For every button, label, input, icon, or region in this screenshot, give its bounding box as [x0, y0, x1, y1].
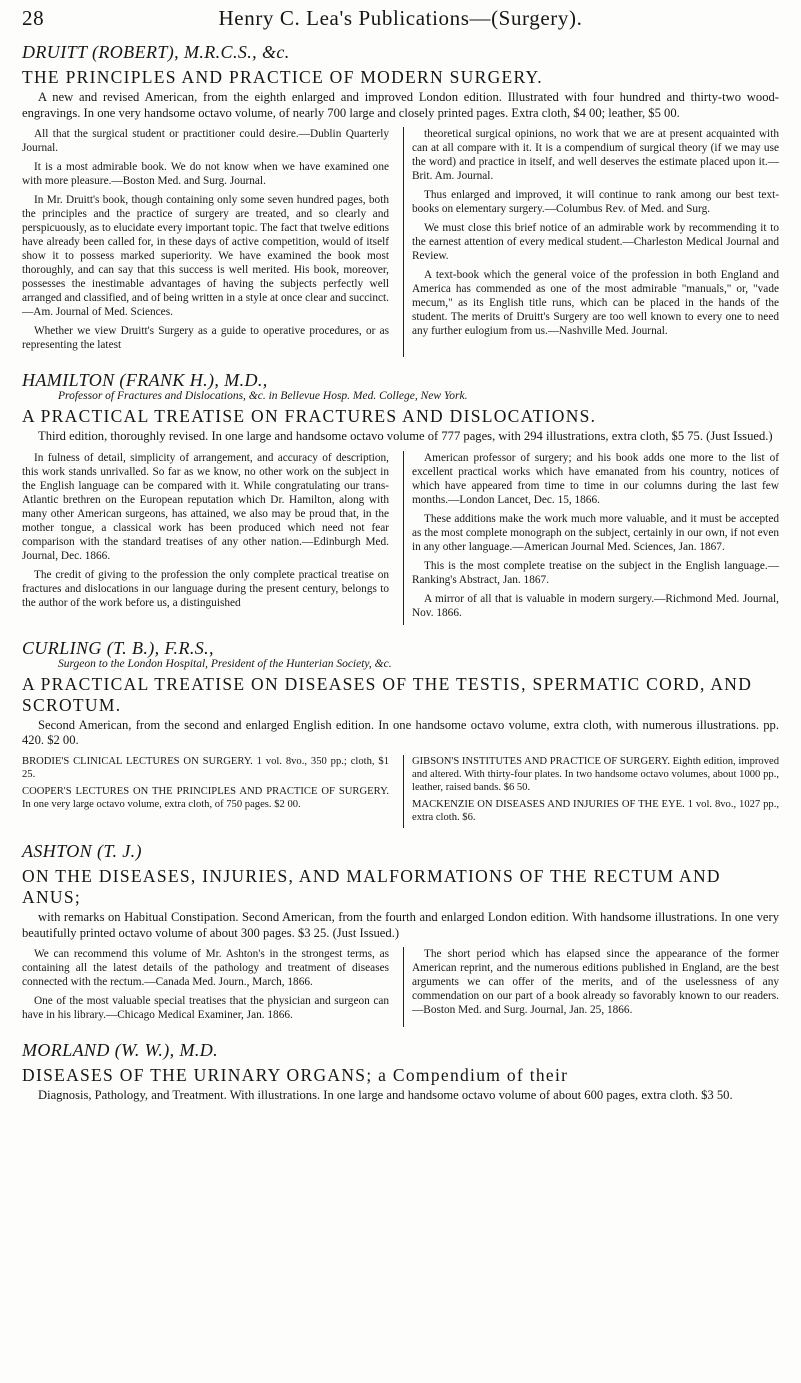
- entry-title: A PRACTICAL TREATISE ON DISEASES OF THE TESTIS, SPERMATIC CORD, AND SCROTUM.: [22, 673, 753, 715]
- entry-morland: [22, 1039, 779, 1104]
- review-quote: One of the most valuable special treatises that the physician and surgeon can have in his library.—Chicago Medical Examiner, Jan. 1866.: [22, 995, 389, 1022]
- review-quote: Thus enlarged and improved, it will continue to rank among our best text-books on elementary surgery.—Columbus Rev. of Med. and Surg.: [412, 189, 779, 216]
- review-quote: American professor of surgery; and his book adds one more to the list of excellent practical works which have emanated from his country, notices of which have appeared from time to time in our columns during the last few months.—London Lancet, Dec. 15, 1866.: [412, 451, 779, 506]
- entry-druitt: [22, 41, 779, 357]
- book-list-item: GIBSON'S INSTITUTES AND PRACTICE OF SURGERY. Eighth edition, improved and altered. With thirty-four plates. In two handsome octavo volumes, about 1000 pp., leather, raised bands. $6 50.: [412, 755, 779, 793]
- entry-subtitle: Professor of Fractures and Dislocations, &c. in Bellevue Hosp. Med. College, New York.: [58, 390, 468, 403]
- running-title: Henry C. Lea's Publications—(Surgery).: [218, 6, 583, 30]
- entry-description: with remarks on Habitual Constipation. Second American, from the fourth and enlarged London edition. With handsome illustrations. In one very beautifully printed octavo volume of about 300 pages. $3 25. (Just Issued.): [22, 909, 779, 940]
- entry-author: MORLAND (W. W.), M.D.: [22, 1040, 219, 1061]
- book-list-item: BRODIE'S CLINICAL LECTURES ON SURGERY. 1 vol. 8vo., 350 pp.; cloth, $1 25.: [22, 755, 389, 780]
- entry-title: ON THE DISEASES, INJURIES, AND MALFORMATIONS OF THE RECTUM AND ANUS;: [22, 865, 721, 907]
- entry-hamilton: [22, 369, 779, 625]
- book-list-right: [403, 755, 779, 828]
- review-quote: This is the most complete treatise on the subject in the English language.—Ranking's Abstract, Jan. 1867.: [412, 559, 779, 586]
- review-quote: In Mr. Druitt's book, though containing only some seven hundred pages, both the principles and the practice of surgery are treated, and so clearly and perspicuously, as to elucidate every important topic. The fact that twelve editions have already been called for, in these days of active competition, would of itself show it to possess marked superiority. We have examined the book most thoroughly, and can say that this success is well merited. His book, moreover, possesses the inestimable advantages of having the subjects perfectly well arranged and classified, and of being written in a style at once clear and succinct.—Am. Journal of Med. Sciences.: [22, 194, 389, 319]
- entry-ashton: [22, 840, 779, 1027]
- review-quote: Whether we view Druitt's Surgery as a guide to operative procedures, or as representing the latest: [22, 325, 389, 352]
- running-header: [22, 6, 779, 31]
- entry-description: Third edition, thoroughly revised. In one large and handsome octavo volume of 777 pages, with 294 illustrations, extra cloth, $5 75. (Just Issued.): [38, 429, 773, 444]
- entry-author: DRUITT (ROBERT), M.R.C.S., &c.: [22, 42, 290, 62]
- review-column-left: [22, 451, 389, 625]
- entry-curling: [22, 637, 779, 828]
- review-quote: It is a most admirable book. We do not know when we have examined one with more pleasure.—Boston Med. and Surg. Journal.: [22, 161, 389, 188]
- entry-subtitle: Surgeon to the London Hospital, President of the Hunterian Society, &c.: [58, 657, 392, 670]
- entry-description: Second American, from the second and enlarged English edition. In one handsome octavo volume, extra cloth, with numerous illustrations. pp. 420. $2 00.: [22, 717, 779, 748]
- review-quote: The credit of giving to the profession the only complete practical treatise on fractures and dislocations in our language during the present century, belongs to the author of the work before us, a distinguished: [22, 568, 389, 609]
- book-list-item: MACKENZIE ON DISEASES AND INJURIES OF THE EYE. 1 vol. 8vo., 1027 pp., extra cloth. $6.: [412, 798, 779, 823]
- entry-title: A PRACTICAL TREATISE ON FRACTURES AND DISLOCATIONS.: [22, 406, 597, 427]
- entry-author: CURLING (T. B.), F.R.S.,: [22, 637, 214, 658]
- entry-description: A new and revised American, from the eighth enlarged and improved London edition. Illustrated with four hundred and thirty-two wood-engravings. In one very handsome octavo volume, of nearly 700 large and closely printed pages. Extra cloth, $4 00; leather, $5 00.: [22, 90, 779, 120]
- review-quote: In fulness of detail, simplicity of arrangement, and accuracy of description, this work stands unrivalled. So far as we know, no other work on the subject in the English language can be compared with it. While congratulating our trans-Atlantic brethren on the European reputation which Dr. Hamilton, along with many other American surgeons, has attained, we also may be proud that, in the mother tongue, a classical work has been produced which need not fear comparison with the standard treatises of any other nation.—Edinburgh Med. Journal, Dec. 1866.: [22, 451, 389, 562]
- book-list-item: COOPER'S LECTURES ON THE PRINCIPLES AND PRACTICE OF SURGERY. In one very large octavo volume, extra cloth, of 750 pages. $2 00.: [22, 785, 389, 810]
- review-column-right: [403, 947, 779, 1027]
- page-number: 28: [22, 6, 45, 30]
- review-quote: We must close this brief notice of an admirable work by recommending it to the earnest attention of every medical student.—Charleston Medical Journal and Review.: [412, 222, 779, 263]
- review-column-right: [403, 127, 779, 357]
- entry-title: THE PRINCIPLES AND PRACTICE OF MODERN SURGERY.: [22, 67, 543, 87]
- entry-author: HAMILTON (FRANK H.), M.D.,: [22, 370, 268, 391]
- entry-author: ASHTON (T. J.): [22, 840, 142, 861]
- entry-title: DISEASES OF THE URINARY ORGANS; a Compendium of their: [22, 1065, 569, 1086]
- review-quote: We can recommend this volume of Mr. Ashton's in the strongest terms, as containing all the latest details of the pathology and treatment of diseases connected with the rectum.—Canada Med. Journ., March, 1866.: [22, 948, 389, 989]
- review-quote: A text-book which the general voice of the profession in both England and America has commended as one of the most admirable "manuals," or, "vade mecum," as its English title runs, which can be placed in the hands of the student. The merits of Druitt's Surgery are too well known to every one to need any further eulogium from us.—Nashville Med. Journal.: [412, 269, 779, 338]
- review-quote: theoretical surgical opinions, no work that we are at present acquainted with can at all compare with it. It is a compendium of surgical theory (if we may use the word) and practice in itself, and well deserves the estimate placed upon it.—Brit. Am. Journal.: [412, 128, 779, 183]
- review-column-right: [403, 451, 779, 625]
- review-columns: [22, 451, 779, 625]
- review-quote: All that the surgical student or practitioner could desire.—Dublin Quarterly Journal.: [22, 128, 389, 155]
- review-columns: [22, 947, 779, 1027]
- review-column-left: [22, 127, 389, 357]
- review-quote: The short period which has elapsed since the appearance of the former American reprint, and the numerous editions published in England, are the best arguments we can offer of the merits, and of the uselessness of any commendation on our part of a book already so favorably known to our readers.—Boston Med. and Surg. Journal, Jan. 25, 1866.: [412, 948, 779, 1017]
- book-list-left: [22, 755, 389, 828]
- review-quote: These additions make the work much more valuable, and it must be accepted as the most complete monograph on the subject, certainly in our own, if not even in any other language.—American Journal Med. Sciences, Jan. 1867.: [412, 512, 779, 553]
- review-columns: [22, 127, 779, 357]
- entry-description: Diagnosis, Pathology, and Treatment. With illustrations. In one large and handsome octavo volume of about 600 pages, extra cloth. $3 50.: [38, 1088, 733, 1103]
- book-list-columns: [22, 755, 779, 828]
- review-column-left: [22, 947, 389, 1027]
- review-quote: A mirror of all that is valuable in modern surgery.—Richmond Med. Journal, Nov. 1866.: [412, 592, 779, 619]
